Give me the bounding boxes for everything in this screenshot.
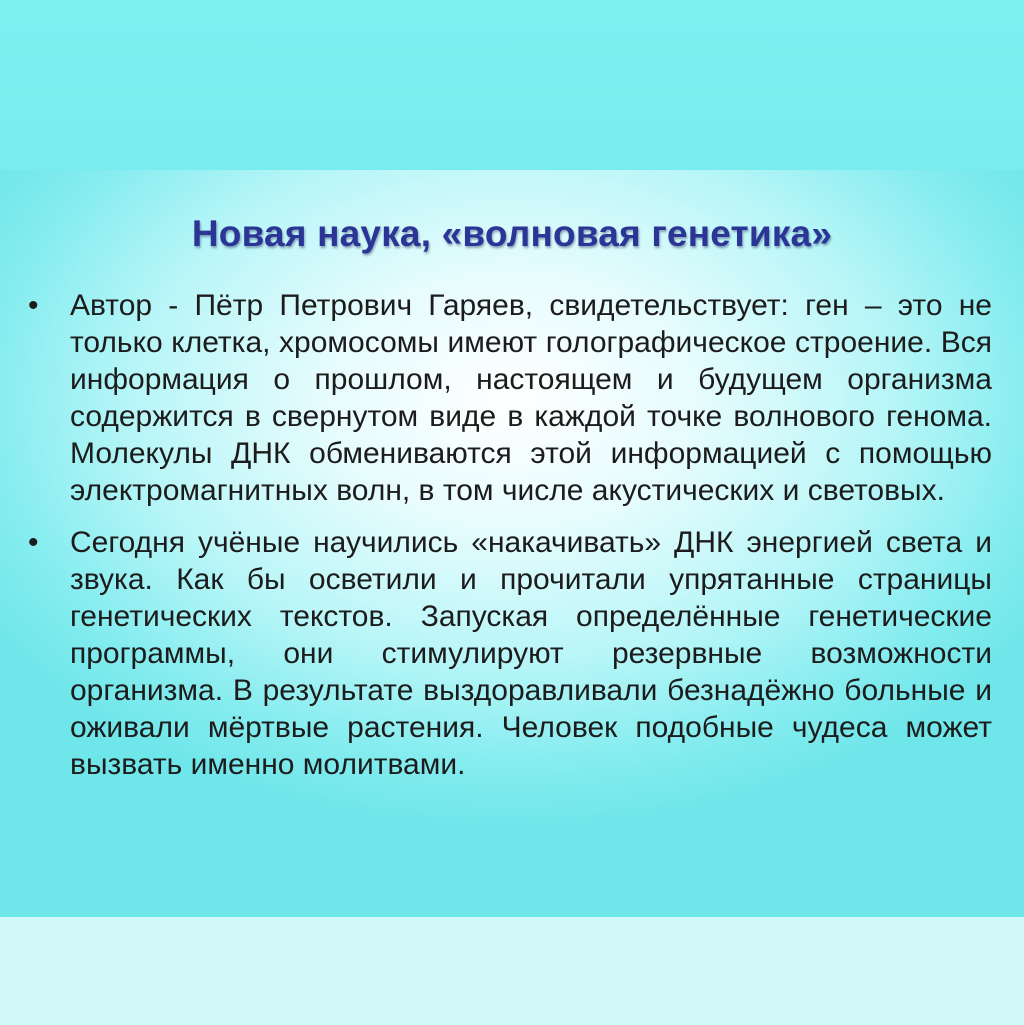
bullet-text: Автор - Пётр Петрович Гаряев, свидетельствует: ген – это не только клетка, хромосомы имеют голографическое строение. Вся информация о прошлом, настоящем и будущем организма содержится в свернутом виде в каждой точке волнового генома. Молекулы ДНК обмениваются этой информацией с помощью электромагнитных волн, в том числе акустических и световых. [70, 289, 992, 507]
background-top-band [0, 0, 1024, 180]
bullet-item-author [28, 287, 992, 509]
bullet-marker: • [28, 526, 39, 559]
bullet-item-today [28, 524, 992, 783]
bullet-marker: • [28, 289, 39, 322]
slide-title: Новая наука, «волновая генетика» [191, 213, 833, 254]
bullet-list [28, 287, 992, 798]
bullet-text: Сегодня учёные научились «накачивать» ДНК энергией света и звука. Как бы осветили и прочитали упрятанные страницы генетических текстов. Запуская определённые генетические программы, они стимулируют резервные возможности организма. В результате выздоравливали безнадёжно больные и оживали мёртвые растения. Человек подобные чудеса может вызвать именно молитвами. [70, 526, 992, 781]
background-bottom-band [0, 917, 1024, 1025]
